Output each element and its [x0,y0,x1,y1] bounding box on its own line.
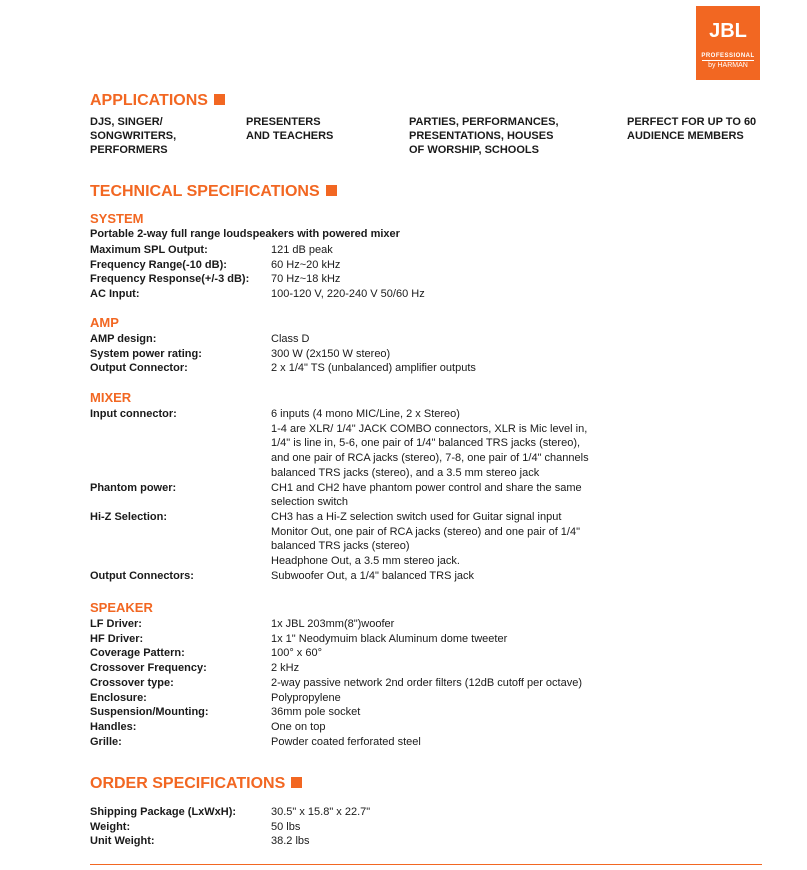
system-intro: Portable 2-way full range loudspeakers with powered mixer [90,228,400,240]
technical-specs-title: TECHNICAL SPECIFICATIONS [90,183,320,200]
spec-label: AC Input: [90,288,140,301]
spec-label: Crossover type: [90,676,174,689]
applications-heading [90,92,225,110]
spec-label: System power rating: [90,347,202,360]
speaker-subheading: SPEAKER [90,600,153,615]
spec-label: Input connector: [90,408,177,420]
spec-label: Output Connector: [90,362,188,375]
logo-harman: by HARMAN [708,62,748,69]
order-specs-title: ORDER SPECIFICATIONS [90,775,286,792]
spec-value: CH1 and CH2 have phantom power control and share the same selection switch [271,481,582,509]
spec-value: Polypropylene [271,691,341,704]
spec-label: AMP design: [90,333,157,345]
orange-square-icon [214,94,225,105]
spec-label: Phantom power: [90,481,177,494]
application-col-1: DJS, SINGER/ SONGWRITERS, PERFORMERS [90,116,177,156]
spec-label: Grille: [90,735,122,748]
mixer-subheading: MIXER [90,390,132,405]
jbl-logo [696,6,760,80]
spec-value: 1x 1" Neodymuim black Aluminum dome tweeter [271,632,508,645]
spec-value: 30.5" x 15.8" x 22.7" [271,806,371,818]
spec-value: 60 Hz~20 kHz [271,258,341,271]
spec-value: 2 kHz [271,662,300,675]
spec-value: 50 lbs [271,820,301,833]
spec-value: 2-way passive network 2nd order filters (12dB cutoff per octave) [271,676,583,689]
amp-subheading: AMP [90,315,119,330]
spec-label: LF Driver: [90,618,142,630]
spec-value: 36mm pole socket [271,706,361,719]
spec-label: Coverage Pattern: [90,647,185,660]
spec-value: Subwoofer Out, a 1/4" balanced TRS jack [271,569,475,582]
spec-label: Output Connectors: [90,569,194,582]
spec-label: Shipping Package (LxWxH): [90,806,237,818]
spec-value: Powder coated ferforated steel [271,735,421,748]
applications-title: APPLICATIONS [90,92,208,109]
application-col-4: PERFECT FOR UP TO 60 AUDIENCE MEMBERS [627,116,757,142]
spec-value: 70 Hz~18 kHz [271,273,341,286]
spec-label: Hi-Z Selection: [90,510,168,523]
spec-value: 300 W (2x150 W stereo) [271,347,391,360]
logo-brand: JBL [709,20,747,42]
spec-label: Handles: [90,720,137,733]
spec-value: 121 dB peak [271,244,333,256]
spec-label: Frequency Range(-10 dB): [90,258,227,271]
spec-label: Unit Weight: [90,835,155,848]
spec-label: Enclosure: [90,691,147,704]
spec-value: One on top [271,720,326,733]
orange-square-icon [291,777,302,788]
logo-professional: PROFESSIONAL [701,53,755,59]
orange-square-icon [326,185,337,196]
spec-label: Crossover Frequency: [90,662,207,675]
spec-value: 100° x 60° [271,647,322,660]
spec-value: 6 inputs (4 mono MIC/Line, 2 x Stereo) 1-4 are XLR/ 1/4" JACK COMBO connectors, XLR is Mic level in, 1/4" is line in, 5-6, one pair of 1/4" balanced TRS jacks (stereo), and one pair of RCA jacks (stereo), 7-8, one pair of 1/4" channels balanced TRS jacks (stereo), and a 3.5 mm stereo jack [271,408,589,479]
spec-label: Frequency Response(+/-3 dB): [90,273,250,286]
order-specs-heading [90,775,302,793]
spec-value: 1x JBL 203mm(8")woofer [271,618,395,630]
logo-divider [702,60,754,61]
bottom-divider [90,864,762,865]
application-col-2: PRESENTERS AND TEACHERS [246,116,334,142]
system-subheading: SYSTEM [90,211,144,226]
spec-label: Suspension/Mounting: [90,706,209,719]
spec-value: Class D [271,333,310,345]
spec-value: 2 x 1/4" TS (unbalanced) amplifier outputs [271,362,476,375]
technical-specs-heading [90,183,337,201]
spec-value: CH3 has a Hi-Z selection switch used for Guitar signal input Monitor Out, one pair of RCA jacks (stereo) and one pair of 1/4" balanced TRS jacks (stereo) Headphone Out, a 3.5 mm stereo jack. [271,510,581,567]
application-col-3: PARTIES, PERFORMANCES, PRESENTATIONS, HOUSES OF WORSHIP, SCHOOLS [409,116,559,156]
spec-label: Weight: [90,820,131,833]
spec-label: Maximum SPL Output: [90,244,208,256]
spec-label: HF Driver: [90,632,144,645]
spec-value: 38.2 lbs [271,835,310,848]
spec-value: 100-120 V, 220-240 V 50/60 Hz [271,288,425,301]
